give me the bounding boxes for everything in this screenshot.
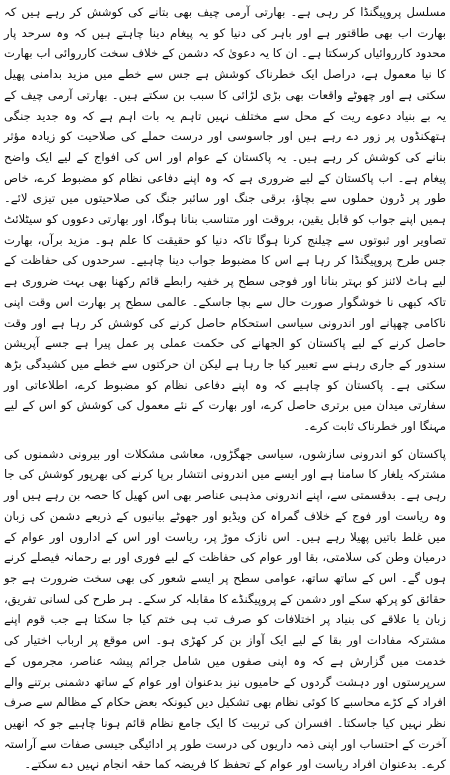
article-paragraph-2: پاکستان کو اندرونی سازشوں، سیاسی جھگڑوں، معاشی مشکلات اور بیرونی دشمنوں کی مشترکہ یلغار کا سامنا ہے اور ایسے میں اندرونی انتشار برپا کرنے کی بھرپور کوشش کی جا رہی ہے۔ بدقسمتی سے، اپنے اندرونی مذہبی عناصر بھی اس کھیل کا حصہ بن رہے ہیں اور وہ ریاست اور فوج کے خلاف گمراہ کن ویڈیو اور جھوٹے بیانیوں کے ذریعے دشمن کی زبان میں غلط باتیں پھیلا رہے ہیں۔ اس نازک موڑ پر، ریاست اور اس کے اداروں اور عوام کے درمیان وطن کی سلامتی، بقا اور عوام کی حفاظت کے لیے فوری اور بے رحمانہ فیصلے کرنے ہوں گے۔ اس کے ساتھ ساتھ، عوامی سطح پر ایسے شعور کی بھی سخت ضرورت ہے جو حقائق کو پرکھ سکے اور دشمن کے پروپیگنڈے کا مقابلہ کر سکے۔ ہر طرح کی لسانی تفریق، زبان یا علاقے کی بنیاد پر اختلافات کو صرف تب ہی ختم کیا جا سکتا ہے جب قوم اپنے مشترکہ مفادات اور بقا کے لیے ایک آواز بن کر کھڑی ہو۔ اس موقع پر ارباب اختیار کی خدمت میں گزارش ہے کہ وہ اپنی صفوں میں شامل جرائم پیشہ عناصر، مجرموں کے سرپرستوں اور دہشت گردوں کے حامیوں نیز بدعنوان اور عوام کے ساتھ دشمنی برتنے والے افراد کے کڑے محاسبے کا کوئی نظام بھی تشکیل دیں کیونکہ بعض حکام کے مظالم سے صرف نظر نہیں کیا جاسکتا۔ افسران کی تربیت کا ایک جامع نظام قائم ہونا چاہیے جو کہ انھیں آخرت کے احتساب اور اپنی ذمہ داریوں کی درست طور پر ادائیگی جیسی صفات سے آراستہ کرے۔ بدعنوان افراد ریاست اور عوام کے تحفظ کا فریضہ کما حقہ انجام نہیں دے سکتے۔ — [4, 446, 446, 772]
article-paragraph-1: مسلسل پروپیگنڈا کر رہی ہے۔ بھارتی آرمی چیف بھی بتانے کی کوشش کر رہے ہیں کہ بھارت اب بھی طاقتور ہے اور باہر کی دنیا کو یہ پیغام دینا چاہتے ہیں کہ وہ سرحد پار محدود کارروائیاں کرسکتا ہے۔ ان کا یہ دعویٰ کہ دشمن کے خلاف سخت کارروائی اب بھارت کا نیا معمول ہے، دراصل ایک خطرناک کوشش ہے جس سے خطے میں مزید بدامنی پھیل سکتی ہے اور چھوٹے واقعات بھی بڑی لڑائی کا سبب بن سکتے ہیں۔ بھارتی آرمی چیف کے یہ بے بنیاد دعوے ریت کے محل سے مختلف نہیں تاہم یہ بات اہم ہے کہ وہ جدید جنگی ہتھکنڈوں پر زور دے رہے ہیں اور جاسوسی اور درست حملے کی صلاحیت کو زیادہ مؤثر بنانے کی کوشش کر رہے ہیں۔ یہ پاکستان کے عوام اور اس کی افواج کے لیے ایک واضح پیغام ہے۔ اب پاکستان کے لیے ضروری ہے کہ وہ اپنے دفاعی نظام کو مضبوط کرے، خاص طور پر ڈرون حملوں سے بچاؤ، برقی جنگ اور سائبر جنگ کی صلاحیتوں میں تیزی لائے۔ ہمیں اپنے جواب کو قابل یقین، بروقت اور متناسب بنانا ہوگا، اور بھارتی دعووں کو سیٹلائٹ تصاویر اور ثبوتوں سے چیلنج کرنا ہوگا تاکہ دنیا کو حقیقت کا علم ہو۔ مزید برآں، بھارت جس طرح پروپیگنڈا کر رہا ہے اس کا مضبوط جواب دینا چاہیے۔ سرحدوں کی حفاظت کے لیے ہاٹ لائنز کو بہتر بنانا اور فوجی سطح پر خفیہ رابطے قائم رکھنا بھی بہت ضروری ہے تاکہ کبھی نا خوشگوار صورت حال سے بچا جاسکے۔ عالمی سطح پر بھارت اس وقت اپنی ناکامی چھپانے اور اندرونی سیاسی استحکام حاصل کرنے کی کوشش کر رہا ہے اور وقت حاصل کرنے کے لیے پاکستان کو الجھانے کی حکمت عملی پر عمل پیرا ہے جسے آپریشن سندور کے جاری رہنے سے تعبیر کیا جا رہا ہے لیکن ان حرکتوں سے خطے میں کشیدگی بڑھ سکتی ہے۔ پاکستان کو چاہیے کہ وہ اپنے دفاعی نظام کو مضبوط کرے، اطلاعاتی اور سفارتی میدان میں برتری حاصل کرے، اور بھارت کے نئے معمول کی کوشش کو اس کے لیے مہنگا اور خطرناک ثابت کرے۔ — [4, 5, 446, 434]
